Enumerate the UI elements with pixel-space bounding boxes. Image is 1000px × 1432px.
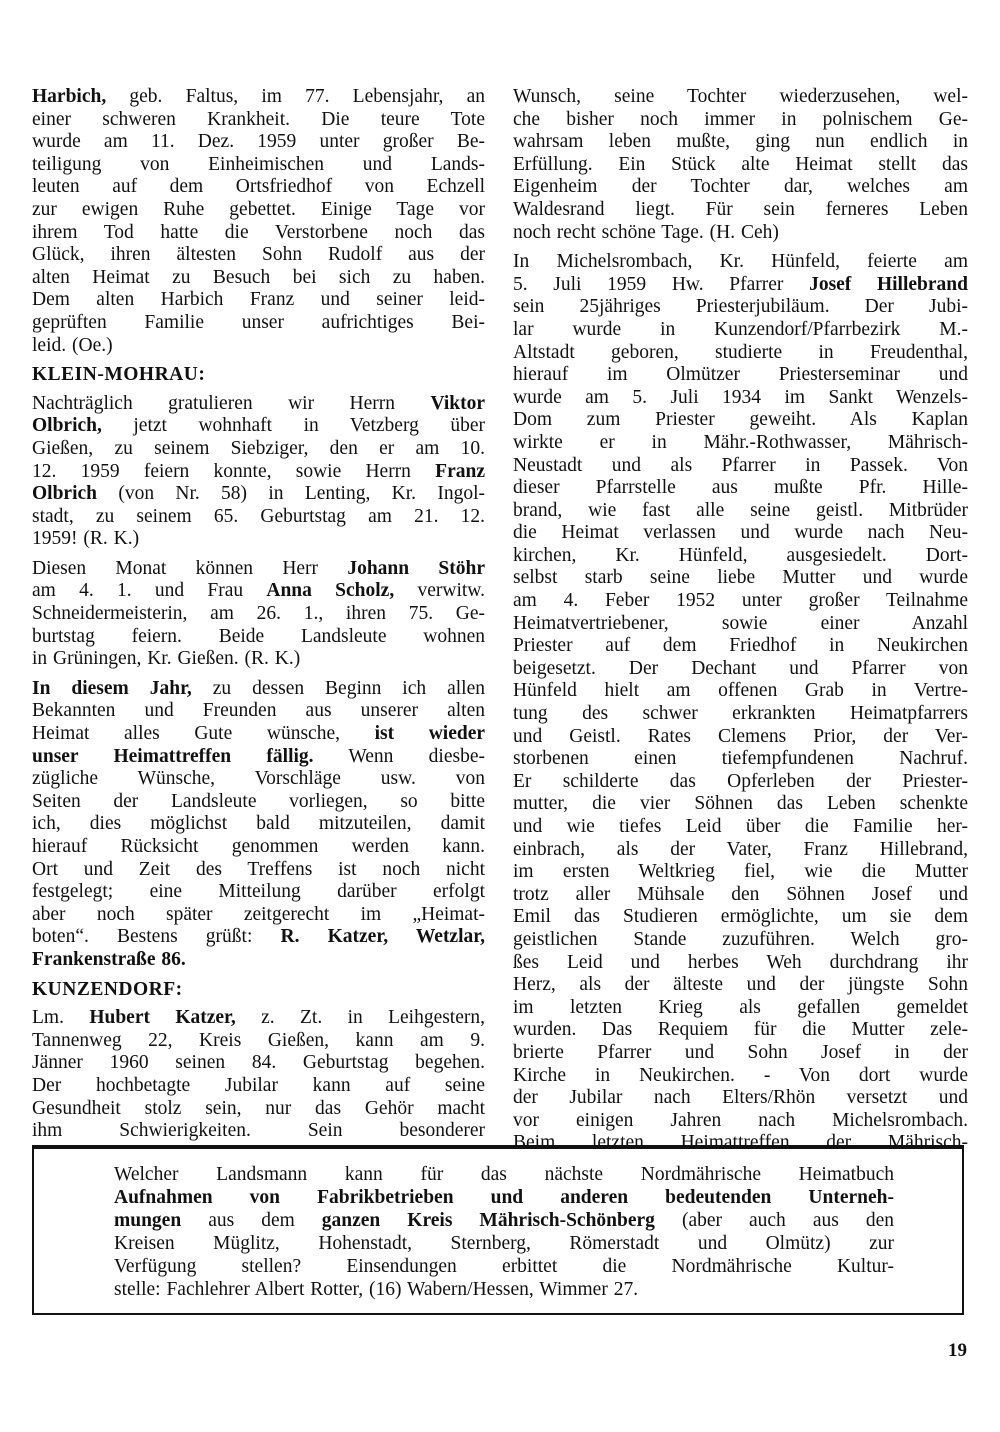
bold-text: unser Heimattreffen fällig. — [32, 745, 314, 767]
text-line — [32, 461, 485, 484]
text: wurden. Das Requiem für die Mutter zele- — [513, 1019, 968, 1041]
text: der Jubilar nach Elters/Rhön versetzt und — [513, 1087, 968, 1109]
text-line — [32, 791, 485, 814]
text-line — [513, 906, 968, 929]
text: beigesetzt. Der Dechant und Pfarrer von — [513, 657, 968, 679]
paragraph — [513, 86, 968, 244]
bold-text: ganzen Kreis Mährisch-Schönberg — [321, 1210, 655, 1231]
page-number: 19 — [948, 1340, 967, 1361]
text: Verfügung stellen? Einsendungen erbittet die Nordmährische Kultur- — [114, 1256, 894, 1277]
paragraph — [32, 1007, 485, 1143]
text-line — [32, 881, 485, 904]
text-line — [32, 603, 485, 626]
text: Kirche in Neukirchen. - Von dort wurde — [513, 1064, 968, 1086]
text-line — [513, 387, 968, 410]
text: Erfüllung. Ein Stück alte Heimat stellt das — [513, 153, 968, 175]
text: geistlichen Stande zuzuführen. Welch gro- — [513, 928, 968, 950]
bold-text: ist wieder — [374, 723, 485, 745]
right-column — [513, 86, 968, 1162]
text-line — [513, 1110, 968, 1133]
text-line — [32, 859, 485, 882]
text-line — [513, 522, 968, 545]
text-line — [32, 700, 485, 723]
text: festgelegt; eine Mitteilung darüber erfolgt — [32, 881, 485, 903]
text: zügliche Wünsche, Vorschläge usw. von — [32, 768, 485, 790]
text-line — [513, 86, 968, 109]
text: ßes Leid und herbes Weh durchdrang ihr — [513, 951, 968, 973]
text: Beim letzten Heimattreffen der Mährisch- — [513, 1132, 968, 1154]
bold-text: Olbrich — [32, 483, 98, 505]
text-line — [513, 771, 968, 794]
text: teiligung von Einheimischen und Lands- — [32, 153, 485, 175]
text: boten“. Bestens grüßt: — [32, 926, 281, 948]
text: wahrsam leben mußte, ging nun endlich in — [513, 131, 968, 153]
text-line — [513, 726, 968, 749]
text-line — [513, 109, 968, 132]
text: che bisher noch immer in polnischem Ge- — [513, 108, 968, 130]
text-line — [513, 590, 968, 613]
text: vor einigen Jahren nach Michelsrombach. — [513, 1109, 968, 1131]
text-line — [513, 703, 968, 726]
text-line — [513, 861, 968, 884]
text: Bekannten und Freunden aus unserer alten — [32, 700, 485, 722]
text-line — [513, 997, 968, 1020]
text: Tannenweg 22, Kreis Gießen, kann am 9. — [32, 1029, 485, 1051]
text-line — [32, 1075, 485, 1098]
text-line — [513, 613, 968, 636]
text-line — [32, 289, 485, 312]
text: zu dessen Beginn ich allen — [191, 677, 485, 699]
text: geprüften Familie unser aufrichtiges Bei- — [32, 311, 485, 333]
text: 5. Juli 1959 Hw. Pfarrer — [513, 273, 810, 295]
text-line — [32, 312, 485, 335]
text-line — [32, 723, 485, 746]
text: ihm Schwierigkeiten. Sein besonderer — [32, 1120, 485, 1142]
text-line — [513, 154, 968, 177]
text: am 4. 1. und Frau — [32, 580, 267, 602]
text: (aber auch aus den — [654, 1210, 894, 1231]
text: Dem alten Harbich Franz und seiner leid- — [32, 289, 485, 311]
text-line — [114, 1255, 894, 1278]
text-line — [32, 626, 485, 649]
text: Emil das Studieren ermöglichte, um sie dem — [513, 906, 968, 928]
text: einer schweren Krankheit. Die teure Tote — [32, 108, 485, 130]
text-line — [32, 86, 485, 109]
text-line — [513, 409, 968, 432]
text: Waldesrand liegt. Für sein ferneres Leben — [513, 198, 968, 220]
text-line — [32, 926, 485, 949]
text-line — [513, 274, 968, 297]
text-line — [513, 658, 968, 681]
text-line — [32, 415, 485, 438]
text-line — [513, 952, 968, 975]
text-line — [32, 506, 485, 529]
text: zur ewigen Ruhe gebettet. Einige Tage vor — [32, 198, 485, 220]
text: im letzten Krieg als gefallen gemeldet — [513, 996, 968, 1018]
text: Lm. — [32, 1007, 90, 1029]
text-line — [32, 648, 485, 671]
text-line — [513, 635, 968, 658]
bold-text: In diesem Jahr, — [32, 677, 192, 699]
text: Herz, als der älteste und der jüngste Sohn — [513, 974, 968, 996]
text-line — [32, 176, 485, 199]
text-line — [114, 1232, 894, 1255]
text-line — [513, 1087, 968, 1110]
text: ihrem Tod hatte die Verstorbene noch das — [32, 221, 485, 243]
text: Gießen, zu seinem Siebziger, den er am 10. — [32, 437, 485, 459]
text: Kreisen Müglitz, Hohenstadt, Sternberg, Römerstadt und Olmütz) zur — [114, 1233, 894, 1254]
text-line — [513, 199, 968, 222]
text: Schneidermeisterin, am 26. 1., ihren 75. Ge- — [32, 603, 485, 625]
text: Der hochbetagte Jubilar kann auf seine — [32, 1074, 485, 1096]
text: und wie tiefes Leid über die Familie her- — [513, 816, 968, 837]
text: mutter, die vier Söhnen das Leben schenkte — [513, 793, 968, 815]
text-line — [513, 1065, 968, 1088]
text-line — [32, 438, 485, 461]
text-line — [513, 251, 968, 274]
text-line — [513, 748, 968, 771]
text-line — [513, 680, 968, 703]
text: Nachträglich gratulieren wir Herrn — [32, 392, 431, 414]
bold-text: Harbich, — [32, 86, 107, 107]
text: Welcher Landsmann kann für das nächste Nordmährische Heimatbuch — [114, 1164, 894, 1185]
text-line — [32, 109, 485, 132]
text: wurde am 5. Juli 1934 im Sankt Wenzels- — [513, 386, 968, 408]
text-line — [513, 131, 968, 154]
text: selbst starb seine liebe Mutter und wurde — [513, 567, 968, 589]
text: jetzt wohnhaft in Vetzberg über — [101, 415, 485, 437]
text: verwitw. — [394, 580, 485, 602]
text: Er schilderte das Opferleben der Priester- — [513, 770, 968, 792]
text-line — [32, 199, 485, 222]
text: alten Heimat zu Besuch bei sich zu haben. — [32, 266, 485, 288]
text-line — [32, 768, 485, 791]
text: stelle: Fachlehrer Albert Rotter, (16) Wabern/Hessen, Wimmer 27. — [114, 1279, 639, 1300]
bold-text: Josef Hillebrand — [809, 273, 968, 295]
text: burtstag feiern. Beide Landsleute wohnen — [32, 625, 485, 647]
text: aus dem — [181, 1210, 322, 1231]
text: z. Zt. in Leihgestern, — [235, 1007, 486, 1029]
bold-text: Viktor — [430, 392, 485, 414]
text: Gesundheit stolz sein, nur das Gehör macht — [32, 1097, 485, 1119]
text: sein 25jähriges Priesterjubiläum. Der Jubi- — [513, 296, 968, 318]
text-line — [32, 154, 485, 177]
text-line — [513, 839, 968, 862]
text-line — [32, 483, 485, 506]
text-line — [32, 528, 485, 551]
text: tung des schwer erkrankten Heimatpfarrers — [513, 703, 968, 725]
text: (von Nr. 58) in Lenting, Kr. Ingol- — [97, 483, 485, 505]
text-line — [513, 222, 968, 245]
text-line — [114, 1278, 894, 1301]
text: Jänner 1960 seinen 84. Geburtstag begehen. — [32, 1052, 485, 1074]
paragraph — [32, 558, 485, 671]
text: Wenn diesbe- — [313, 745, 485, 767]
text-line — [32, 558, 485, 581]
bold-text: Hubert Katzer, — [89, 1007, 236, 1029]
text: kirchen, Kr. Hünfeld, ausgesiedelt. Dort- — [513, 544, 968, 566]
text-line — [513, 477, 968, 500]
text: Ort und Zeit des Treffens ist noch nicht — [32, 858, 485, 880]
text-line — [32, 1030, 485, 1053]
section-heading: KUNZENDORF: — [32, 978, 183, 1000]
text-line — [32, 1007, 485, 1030]
paragraph — [513, 251, 968, 1155]
bold-text: Aufnahmen von Fabrikbetrieben und anderen bedeutenden Unterneh- — [114, 1187, 894, 1208]
bold-text: Frankenstraße 86. — [32, 948, 186, 970]
text: Wunsch, seine Tochter wiederzusehen, wel- — [513, 86, 968, 107]
text-line — [32, 904, 485, 927]
text-line — [32, 580, 485, 603]
text-line — [513, 884, 968, 907]
text-line — [32, 1120, 485, 1143]
text-line — [32, 1052, 485, 1075]
text: wurde am 11. Dez. 1959 unter großer Be- — [32, 131, 485, 153]
text-line — [32, 222, 485, 245]
text-line — [32, 836, 485, 859]
text-line — [513, 567, 968, 590]
text-line — [513, 1019, 968, 1042]
text: In Michelsrombach, Kr. Hünfeld, feierte am — [513, 251, 968, 273]
text: Heimatvertriebener, sowie einer Anzahl — [513, 612, 968, 634]
text: brierte Pfarrer und Sohn Josef in der — [513, 1041, 968, 1063]
text: noch recht schöne Tage. (H. Ceh) — [513, 221, 779, 243]
text: Eigenheim der Tochter dar, welches am — [513, 176, 968, 198]
text-line — [513, 319, 968, 342]
text-line — [513, 176, 968, 199]
text-line — [513, 296, 968, 319]
notice-text — [114, 1163, 894, 1301]
text: einbrach, als der Vater, Franz Hillebrand, — [513, 838, 968, 860]
text-line — [114, 1209, 894, 1232]
text: Priester auf dem Friedhof in Neukirchen — [513, 635, 968, 657]
text: im ersten Weltkrieg fiel, wie die Mutter — [513, 861, 968, 883]
text: in Grüningen, Kr. Gießen. (R. K.) — [32, 648, 301, 670]
text: 12. 1959 feiern konnte, sowie Herrn — [32, 460, 436, 482]
text: Altstadt geboren, studierte in Freudenthal, — [513, 341, 968, 363]
notice-box — [32, 1145, 964, 1315]
text: brand, wie fast alle seine geistl. Mitbrüder — [513, 499, 968, 521]
text: Hünfeld hielt am offenen Grab in Vertre- — [513, 680, 968, 702]
text-line — [513, 500, 968, 523]
text: dieser Pfarrstelle aus mußte Pfr. Hille- — [513, 477, 968, 499]
text: Glück, ihren ältesten Sohn Rudolf aus der — [32, 244, 485, 266]
paragraph — [32, 86, 485, 357]
text-line — [32, 267, 485, 290]
text: leid. (Oe.) — [32, 334, 113, 356]
text-line — [32, 393, 485, 416]
text: hierauf im Olmützer Priesterseminar und — [513, 364, 968, 386]
text-line — [32, 1098, 485, 1121]
text-line — [32, 335, 485, 358]
text: leuten auf dem Ortsfriedhof von Echzell — [32, 176, 485, 198]
bold-text: Franz — [435, 460, 485, 482]
text-line — [114, 1186, 894, 1209]
text-line — [513, 455, 968, 478]
text: die Heimat verlassen und wurde nach Neu- — [513, 522, 968, 544]
text-line — [513, 432, 968, 455]
text: Diesen Monat können Herr — [32, 557, 348, 579]
text-line — [32, 131, 485, 154]
left-column — [32, 86, 485, 1150]
paragraph — [32, 678, 485, 972]
text-line — [114, 1163, 894, 1186]
text: am 4. Feber 1952 unter großer Teilnahme — [513, 590, 968, 612]
text-line — [32, 746, 485, 769]
text: Dom zum Priester geweiht. Als Kaplan — [513, 409, 968, 431]
text-line — [32, 678, 485, 701]
text: Seiten der Landsleute vorliegen, so bitte — [32, 790, 485, 812]
text-line — [32, 244, 485, 267]
bold-text: Johann Stöhr — [347, 557, 485, 579]
text: lar wurde in Kunzendorf/Pfarrbezirk M.- — [513, 318, 968, 340]
text: und Geistl. Rates Clemens Prior, der Ver- — [513, 725, 968, 747]
text-line — [513, 364, 968, 387]
text: storbenen einen tiefempfundenen Nachruf. — [513, 748, 968, 770]
text-line — [513, 793, 968, 816]
text-line — [513, 342, 968, 365]
bold-text: Olbrich, — [32, 415, 102, 437]
text: Neustadt und als Pfarrer in Passek. Von — [513, 454, 968, 476]
text: hierauf Rücksicht genommen werden kann. — [32, 836, 485, 857]
text: 1959! (R. K.) — [32, 528, 140, 550]
paragraph — [32, 393, 485, 551]
bold-text: Anna Scholz, — [266, 580, 395, 602]
text: stadt, zu seinem 65. Geburtstag am 21. 12. — [32, 505, 485, 527]
text-line — [513, 545, 968, 568]
text: wirkte er in Mähr.-Rothwasser, Mährisch- — [513, 431, 968, 453]
text-line — [32, 949, 485, 972]
text: aber noch später zeitgerecht im „Heimat- — [32, 903, 485, 925]
text-line — [513, 929, 968, 952]
text: Heimat alles Gute wünsche, — [32, 723, 375, 745]
section-heading: KLEIN-MOHRAU: — [32, 364, 206, 386]
text: geb. Faltus, im 77. Lebensjahr, an — [106, 86, 485, 107]
bold-text: R. Katzer, Wetzlar, — [280, 926, 485, 948]
text-line — [513, 816, 968, 839]
text-line — [32, 813, 485, 836]
text: ich, dies möglichst bald mitzuteilen, damit — [32, 813, 485, 835]
bold-text: mungen — [114, 1210, 182, 1231]
text: trotz aller Mühsale den Söhnen Josef und — [513, 883, 968, 905]
text-line — [513, 974, 968, 997]
text-line — [513, 1042, 968, 1065]
